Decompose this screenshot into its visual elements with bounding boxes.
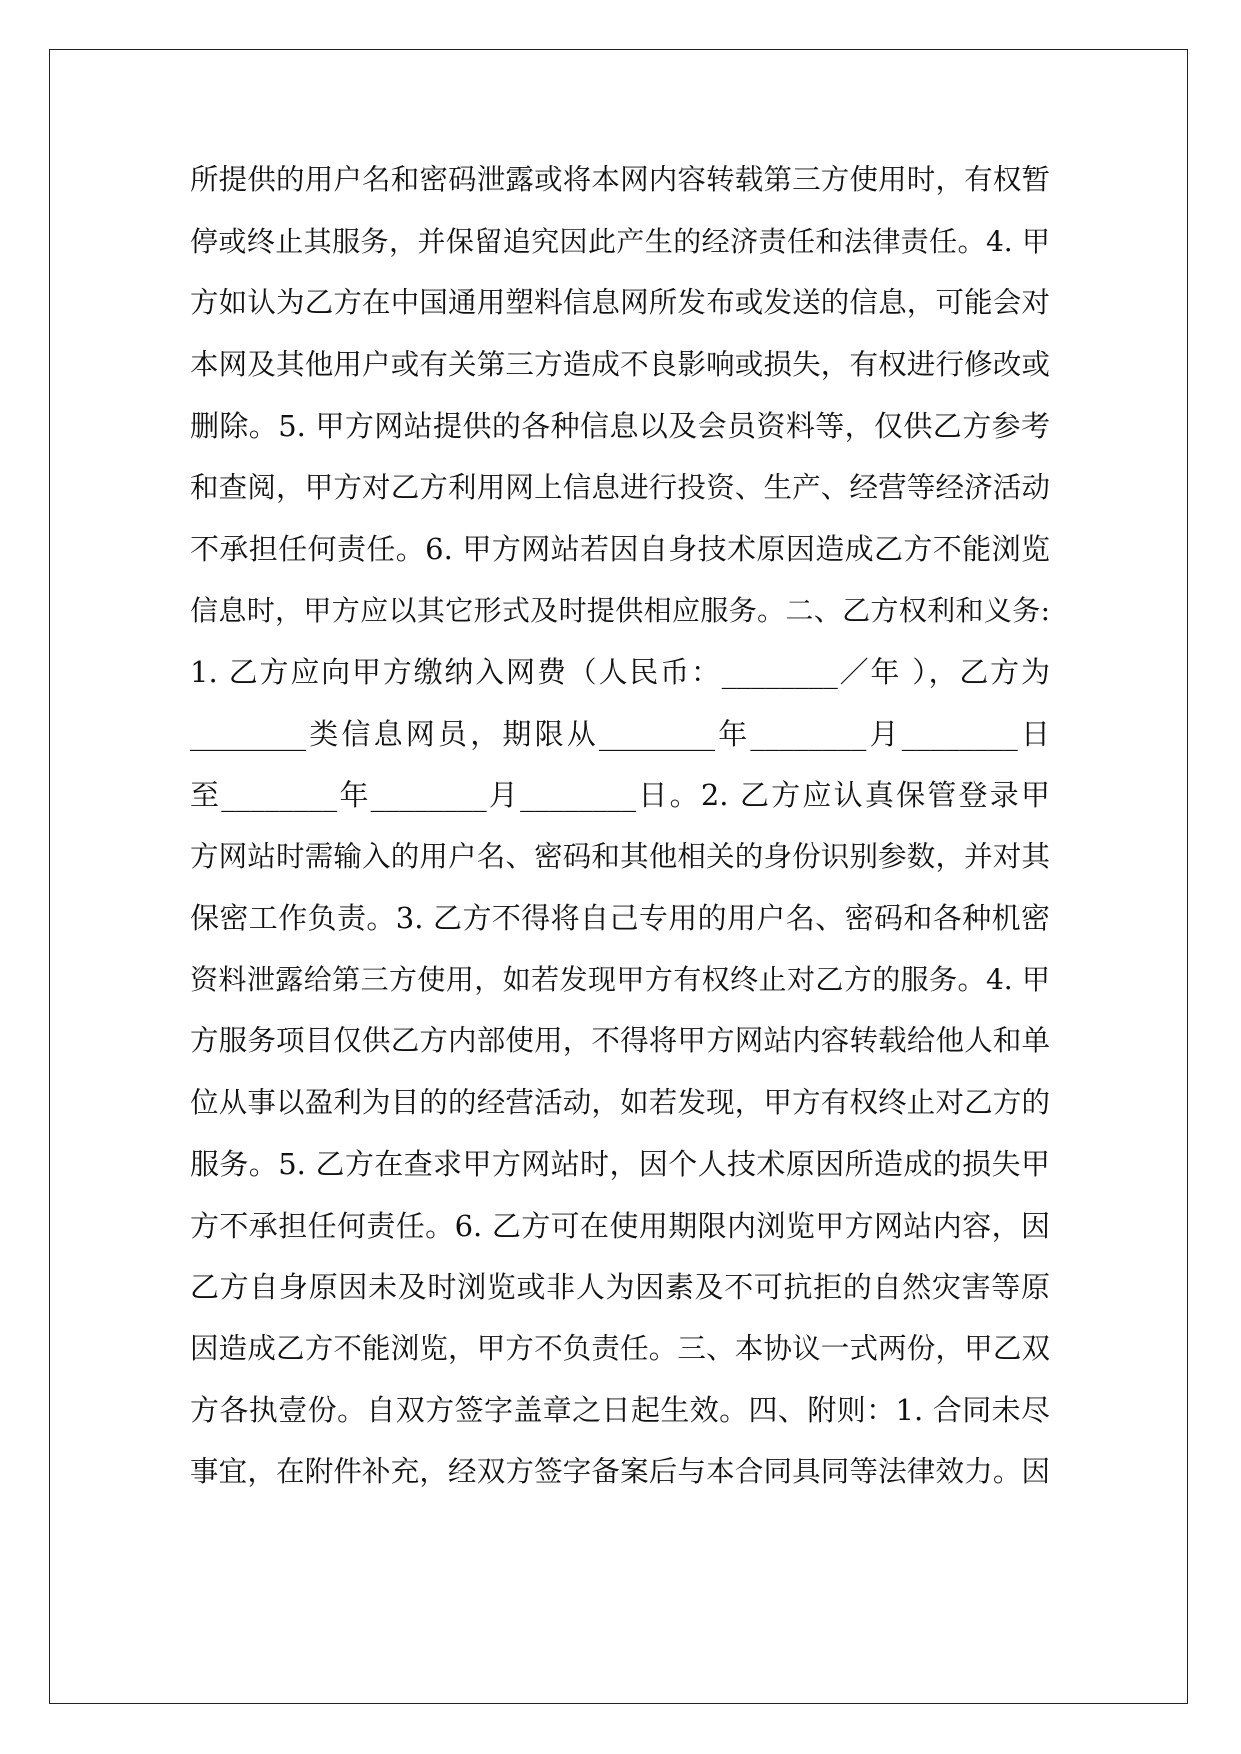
text-line: 至________年________月________日。2. 乙方应认真保管登录甲 <box>190 778 1050 812</box>
text-line: 方服务项目仅供乙方内部使用，不得将甲方网站内容转载给他人和单 <box>190 1024 1050 1057</box>
text-line: 方网站时需输入的用户名、密码和其他相关的身份识别参数，并对其 <box>190 839 1050 873</box>
text-line: 所提供的用户名和密码泄露或将本网内容转载第三方使用时，有权暂 <box>190 163 1050 196</box>
text-line: 服务。5. 乙方在查求甲方网站时，因个人技术原因所造成的损失甲 <box>190 1147 1050 1181</box>
text-line: 事宜，在附件补充，经双方签字备案后与本合同具同等法律效力。因 <box>190 1454 1050 1488</box>
text-line: 乙方自身原因未及时浏览或非人为因素及不可抗拒的自然灾害等原 <box>190 1270 1050 1304</box>
text-line: 停或终止其服务，并保留追究因此产生的经济责任和法律责任。4. 甲 <box>190 224 1050 258</box>
text-line: 方各执壹份。自双方签字盖章之日起生效。四、附则：1. 合同未尽 <box>190 1393 1050 1427</box>
text-line: 信息时，甲方应以其它形式及时提供相应服务。二、乙方权利和义务: <box>190 593 1050 627</box>
text-line: 删除。5. 甲方网站提供的各种信息以及会员资料等，仅供乙方参考 <box>190 409 1050 443</box>
text-line: 资料泄露给第三方使用，如若发现甲方有权终止对乙方的服务。4. 甲 <box>190 962 1050 996</box>
text-line: 和查阅，甲方对乙方利用网上信息进行投资、生产、经营等经济活动 <box>190 470 1050 504</box>
text-line: 保密工作负责。3. 乙方不得将自己专用的用户名、密码和各种机密 <box>190 901 1050 935</box>
text-line: 方如认为乙方在中国通用塑料信息网所发布或发送的信息，可能会对 <box>190 286 1050 319</box>
text-line: 不承担任何责任。6. 甲方网站若因自身技术原因造成乙方不能浏览 <box>190 532 1050 566</box>
text-line: ________类信息网员，期限从________年________月________日 <box>190 716 1050 751</box>
document-body <box>190 158 1050 1511</box>
text-line: 1. 乙方应向甲方缴纳入网费（人民币：________／年 ），乙方为 <box>190 655 1050 689</box>
text-line: 本网及其他用户或有关第三方造成不良影响或损失，有权进行修改或 <box>190 347 1050 381</box>
text-line: 位从事以盈利为目的的经营活动，如若发现，甲方有权终止对乙方的 <box>190 1085 1050 1119</box>
text-line: 因造成乙方不能浏览，甲方不负责任。三、本协议一式两份，甲乙双 <box>190 1331 1050 1365</box>
text-line: 方不承担任何责任。6. 乙方可在使用期限内浏览甲方网站内容，因 <box>190 1208 1050 1243</box>
